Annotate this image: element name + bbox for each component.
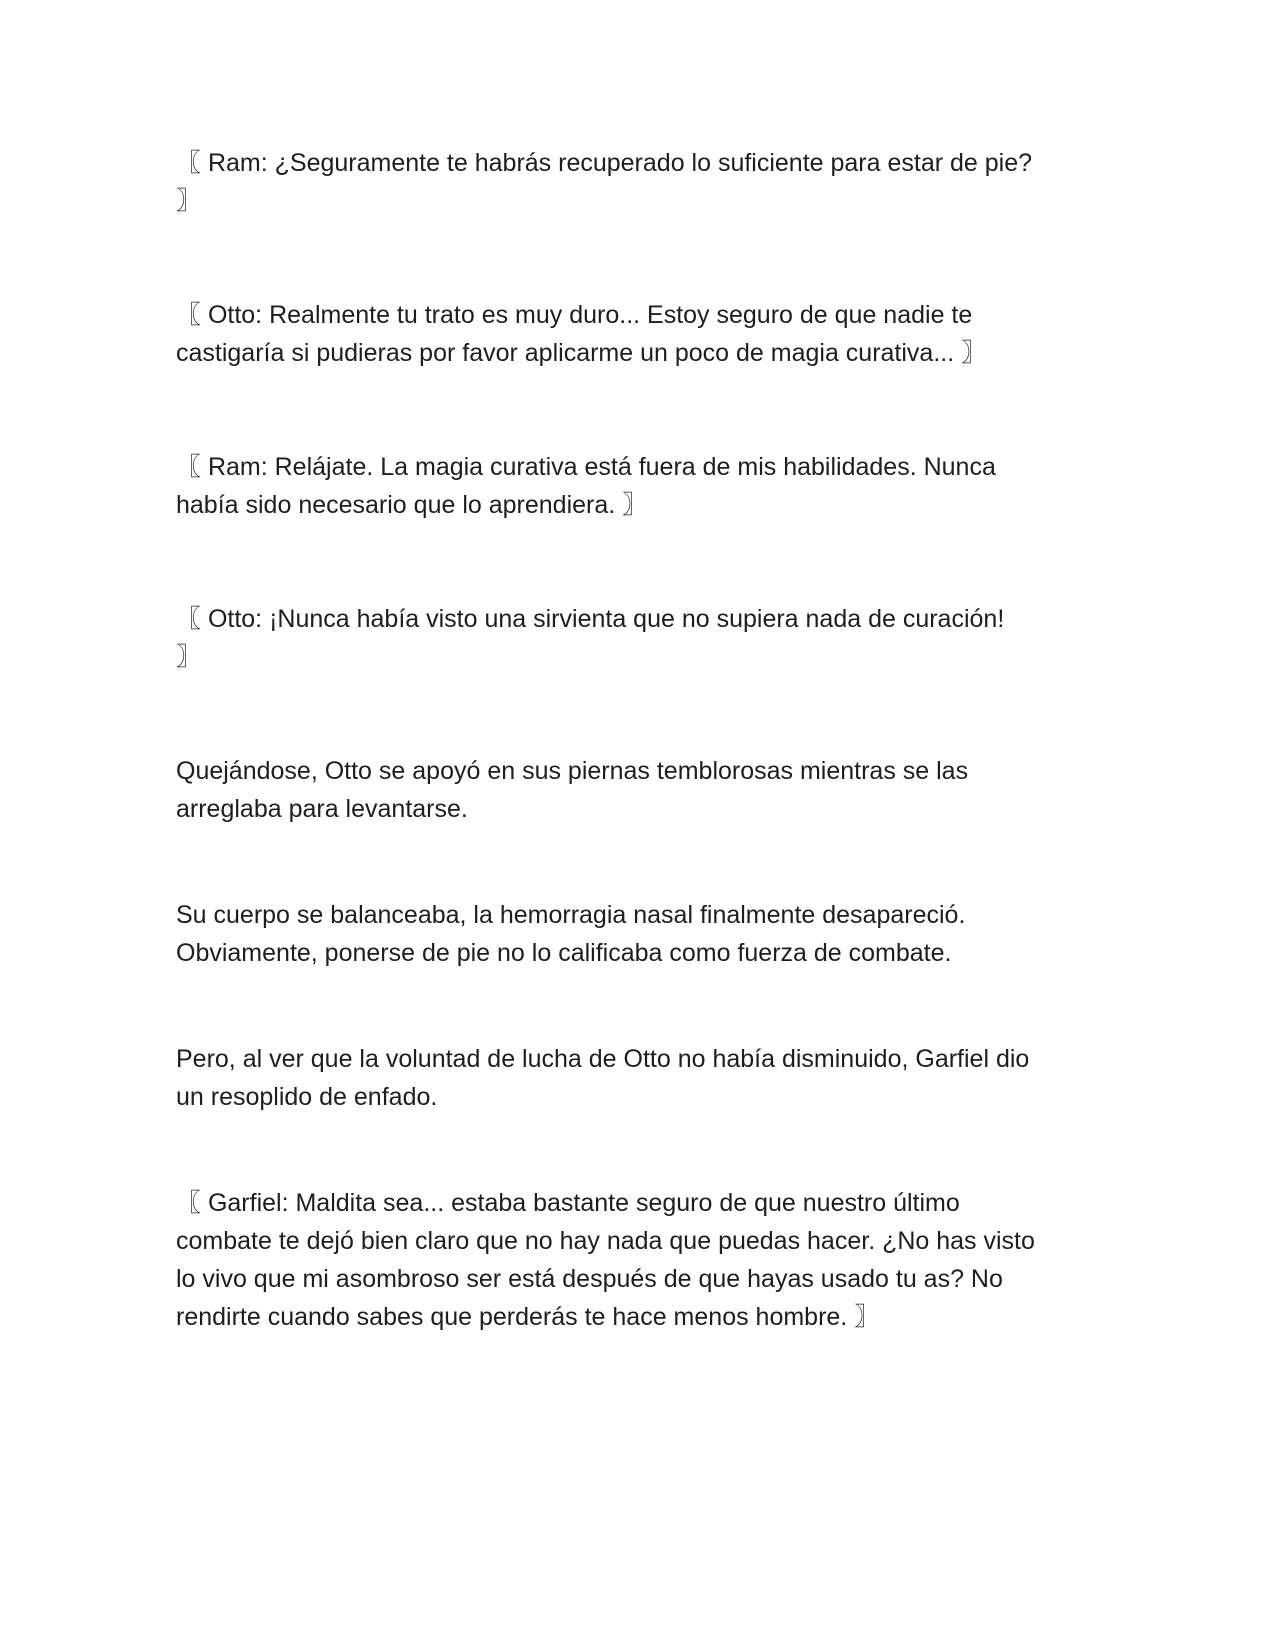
narration-paragraph-1 [176, 752, 1106, 828]
text-line: arreglaba para levantarse. [176, 795, 468, 823]
dialogue-paragraph-ram-1 [176, 144, 1106, 220]
text-line: rendirte cuando sabes que perderás te hace menos hombre. 〗 [176, 1303, 880, 1331]
dialogue-paragraph-ram-2 [176, 448, 1106, 524]
text-line: 〖 Otto: Realmente tu trato es muy duro... Estoy seguro de que nadie te [176, 301, 973, 329]
dialogue-paragraph-otto-1 [176, 296, 1106, 372]
text-line: Quejándose, Otto se apoyó en sus piernas temblorosas mientras se las [176, 757, 969, 785]
narration-paragraph-3 [176, 1040, 1106, 1116]
text-line: 〖 Ram: Relájate. La magia curativa está fuera de mis habilidades. Nunca [176, 453, 996, 481]
text-line: Obviamente, ponerse de pie no lo calificaba como fuerza de combate. [176, 939, 952, 967]
dialogue-paragraph-garfiel-1 [176, 1184, 1106, 1336]
dialogue-paragraph-otto-2 [176, 600, 1106, 676]
narration-paragraph-2 [176, 896, 1106, 972]
text-line: 〖 Ram: ¿Seguramente te habrás recuperado lo suficiente para estar de pie? [176, 149, 1033, 177]
document-body [176, 144, 1106, 1412]
text-line: lo vivo que mi asombroso ser está después de que hayas usado tu as? No [176, 1265, 1003, 1293]
text-line: 〖 Otto: ¡Nunca había visto una sirvienta que no supiera nada de curación! [176, 605, 1005, 633]
text-line: 〗 [176, 643, 202, 671]
text-line: 〖 Garfiel: Maldita sea... estaba bastante seguro de que nuestro último [176, 1189, 960, 1217]
text-line: castigaría si pudieras por favor aplicarme un poco de magia curativa... 〗 [176, 339, 987, 367]
text-line: había sido necesario que lo aprendiera. 〗 [176, 491, 648, 519]
text-line: combate te dejó bien claro que no hay nada que puedas hacer. ¿No has visto [176, 1227, 1035, 1255]
text-line: un resoplido de enfado. [176, 1083, 438, 1111]
text-line: Su cuerpo se balanceaba, la hemorragia nasal finalmente desapareció. [176, 901, 966, 929]
text-line: 〗 [176, 187, 202, 215]
text-line: Pero, al ver que la voluntad de lucha de Otto no había disminuido, Garfiel dio [176, 1045, 1030, 1073]
